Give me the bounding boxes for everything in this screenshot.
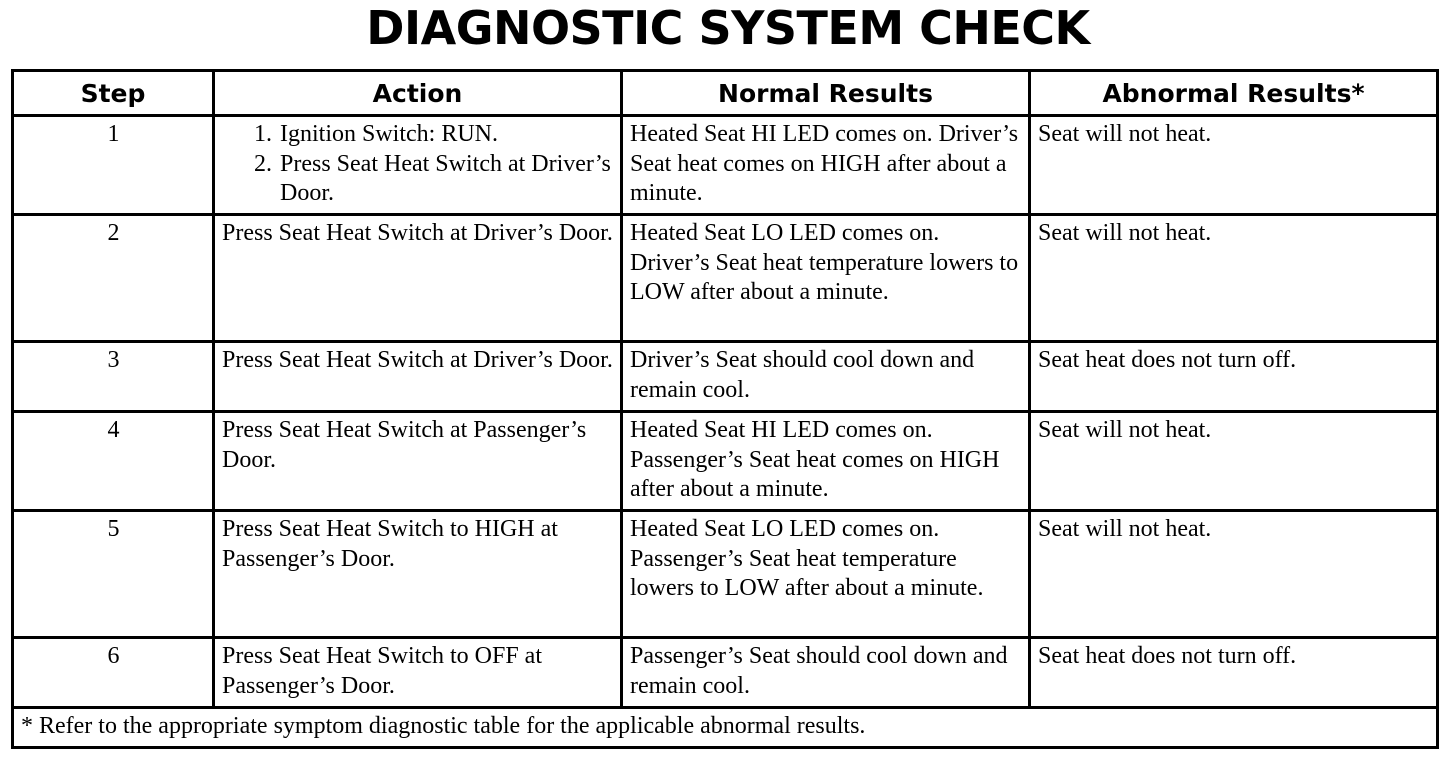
abnormal-result-cell: Seat will not heat. [1030, 215, 1438, 342]
table-row [13, 638, 1438, 708]
step-cell: 2 [13, 215, 214, 342]
step-cell: 1 [13, 116, 214, 215]
step-cell: 3 [13, 342, 214, 412]
table-row [13, 215, 1438, 342]
action-cell: Press Seat Heat Switch at Driver’s Door. [214, 342, 622, 412]
action-list-item: 2. Press Seat Heat Switch at Driver’s Door. [278, 150, 614, 209]
normal-result-cell: Heated Seat HI LED comes on. Driver’s Seat heat comes on HIGH after about a minute. [622, 116, 1030, 215]
diagnostic-table [11, 69, 1439, 749]
abnormal-result-cell: Seat will not heat. [1030, 412, 1438, 511]
action-list [222, 120, 614, 209]
normal-result-cell: Heated Seat LO LED comes on. Driver’s Seat heat temperature lowers to LOW after about a minute. [622, 215, 1030, 342]
table-row [13, 412, 1438, 511]
action-list-item: 1. Ignition Switch: RUN. [278, 120, 614, 150]
header-step: Step [13, 71, 214, 116]
step-cell: 5 [13, 511, 214, 638]
abnormal-result-cell: Seat heat does not turn off. [1030, 638, 1438, 708]
normal-result-cell: Driver’s Seat should cool down and remain cool. [622, 342, 1030, 412]
abnormal-result-cell: Seat heat does not turn off. [1030, 342, 1438, 412]
table-row [13, 511, 1438, 638]
action-cell: Press Seat Heat Switch at Passenger’s Door. [214, 412, 622, 511]
normal-result-cell: Passenger’s Seat should cool down and remain cool. [622, 638, 1030, 708]
action-cell: Press Seat Heat Switch at Driver’s Door. [214, 215, 622, 342]
step-cell: 6 [13, 638, 214, 708]
table-row [13, 116, 1438, 215]
normal-result-cell: Heated Seat HI LED comes on. Passenger’s Seat heat comes on HIGH after about a minute. [622, 412, 1030, 511]
header-abnormal-results: Abnormal Results* [1030, 71, 1438, 116]
action-cell: Press Seat Heat Switch to OFF at Passenger’s Door. [214, 638, 622, 708]
footnote-row [13, 708, 1438, 748]
action-cell [214, 116, 622, 215]
header-normal-results: Normal Results [622, 71, 1030, 116]
footnote: * Refer to the appropriate symptom diagnostic table for the applicable abnormal results. [13, 708, 1438, 748]
header-action: Action [214, 71, 622, 116]
page-title: DIAGNOSTIC SYSTEM CHECK [366, 1, 1090, 55]
table-row [13, 342, 1438, 412]
normal-result-cell: Heated Seat LO LED comes on. Passenger’s Seat heat temperature lowers to LOW after about a minute. [622, 511, 1030, 638]
step-cell: 4 [13, 412, 214, 511]
action-cell: Press Seat Heat Switch to HIGH at Passenger’s Door. [214, 511, 622, 638]
header-row [13, 71, 1438, 116]
abnormal-result-cell: Seat will not heat. [1030, 511, 1438, 638]
abnormal-result-cell: Seat will not heat. [1030, 116, 1438, 215]
